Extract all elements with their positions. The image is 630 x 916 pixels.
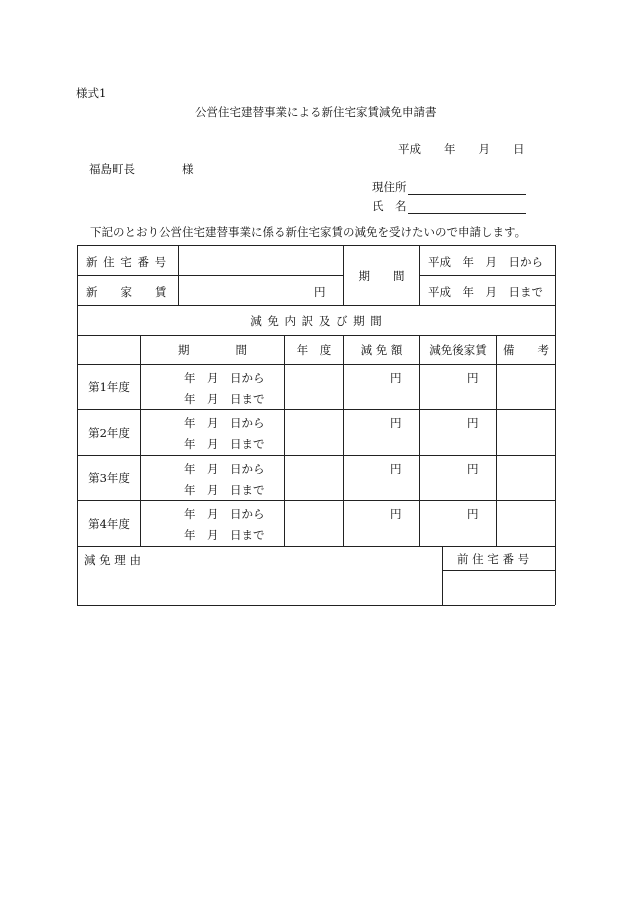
form-number: 様式1 <box>76 86 107 100</box>
row-period-from: 年 月 日から <box>184 507 265 521</box>
year-row-label: 第1年度 <box>88 380 130 394</box>
application-statement: 下記のとおり公営住宅建替事業に係る新住宅家賃の減免を受けたいので申請します。 <box>90 225 527 239</box>
row-rent-yen: 円 <box>467 462 479 476</box>
col-header-reduction: 減 免 額 <box>360 343 403 357</box>
new-rent-label: 新 家 賃 <box>86 285 167 299</box>
row-period-to: 年 月 日まで <box>184 392 265 406</box>
row-period-from: 年 月 日から <box>184 371 265 385</box>
document-title: 公営住宅建替事業による新住宅家賃減免申請書 <box>195 105 437 119</box>
previous-unit-number-label: 前 住 宅 番 号 <box>457 552 530 566</box>
row-reduction-yen: 円 <box>390 507 402 521</box>
reduction-reason-label: 減 免 理 由 <box>84 553 141 567</box>
row-rent-yen: 円 <box>467 507 479 521</box>
row-reduction-yen: 円 <box>390 462 402 476</box>
row-reduction-yen: 円 <box>390 416 402 430</box>
previous-unit-number-field[interactable] <box>443 571 554 604</box>
new-rent-yen: 円 <box>314 285 326 299</box>
row-rent-yen: 円 <box>467 371 479 385</box>
col-header-rent-after: 減免後家賃 <box>429 343 487 357</box>
row-period-to: 年 月 日まで <box>184 528 265 542</box>
row-period-from: 年 月 日から <box>184 462 265 476</box>
period-to: 平成 年 月 日まで <box>428 285 543 299</box>
address-label: 現住所 <box>372 180 407 194</box>
row-reduction-yen: 円 <box>390 371 402 385</box>
row-period-to: 年 月 日まで <box>184 483 265 497</box>
addressee: 福島町長 <box>89 162 135 176</box>
new-unit-number-label: 新 住 宅 番 号 <box>86 255 168 269</box>
reduction-reason-field[interactable] <box>78 566 441 604</box>
col-header-remarks: 備 考 <box>503 343 549 357</box>
address-line <box>408 182 526 195</box>
name-line <box>408 201 526 214</box>
row-rent-yen: 円 <box>467 416 479 430</box>
name-field <box>372 198 526 214</box>
year-row-label: 第2年度 <box>88 425 130 440</box>
row-period-from: 年 月 日から <box>184 416 265 430</box>
row-period-to: 年 月 日まで <box>184 437 265 451</box>
year-row-label: 第3年度 <box>88 471 130 485</box>
period-label: 期 間 <box>358 268 405 283</box>
col-header-period: 期 間 <box>178 343 247 357</box>
date-line: 平成 年 月 日 <box>398 142 525 156</box>
year-row-label: 第4年度 <box>88 516 130 531</box>
new-unit-number-field[interactable] <box>179 246 342 274</box>
col-header-fiscal-year: 年 度 <box>296 343 332 357</box>
breakdown-section-title: 減 免 内 訳 及 び 期 間 <box>250 313 383 328</box>
period-from: 平成 年 月 日から <box>428 255 543 269</box>
name-label: 氏 名 <box>372 199 407 213</box>
honorific: 様 <box>182 162 194 176</box>
address-field <box>372 179 526 195</box>
